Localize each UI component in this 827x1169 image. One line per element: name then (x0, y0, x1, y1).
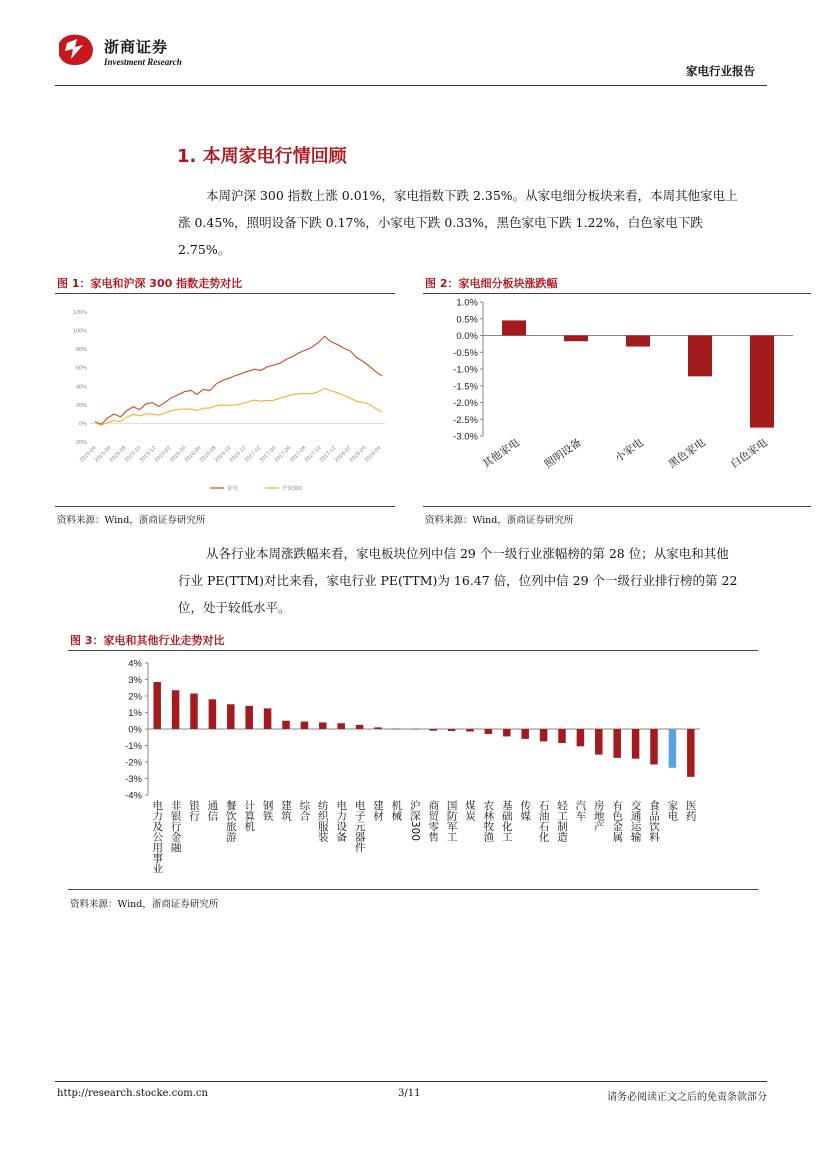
category-label: 照明设备 (542, 436, 584, 471)
x-tick-label: 2018-06 (363, 445, 383, 464)
y-tick-label: 0% (128, 724, 142, 736)
y-tick-label: -1% (125, 741, 142, 752)
figure-3-top-rule (68, 650, 758, 651)
figure-1-bottom-rule (55, 506, 395, 507)
category-label: 白色家电 (728, 436, 770, 471)
y-tick-label: -0.5% (453, 347, 478, 359)
x-tick-label: 2016-08 (198, 445, 218, 464)
y-tick-label: 0% (79, 421, 87, 428)
bar-小家电 (626, 336, 650, 347)
page-number: 3/11 (398, 1088, 421, 1099)
bar-商贸零售 (429, 729, 437, 731)
bar-餐饮旅游 (227, 704, 235, 729)
bar-食品饮料 (650, 729, 658, 764)
category-label: 通信 (206, 800, 219, 821)
x-tick-label: 2015-12 (138, 445, 158, 464)
y-tick-label: -3.0% (453, 431, 478, 443)
category-label: 纺织服装 (316, 800, 329, 842)
bar-家电 (669, 729, 677, 768)
category-label: 机械 (390, 800, 403, 821)
bar-国防军工 (448, 729, 456, 731)
category-label: 电子元器件 (353, 800, 366, 853)
category-label: 食品饮料 (648, 800, 660, 842)
y-tick-label: 120% (72, 310, 87, 316)
category-label: 综合 (298, 800, 311, 821)
category-label: 电力及公用事业 (151, 800, 164, 874)
y-tick-label: -4% (125, 790, 142, 802)
logo-icon (55, 33, 95, 67)
x-tick-label: 2016-04 (168, 445, 188, 464)
x-tick-label: 2015-04 (78, 445, 98, 464)
category-label: 黑色家电 (666, 436, 708, 471)
legend-label: 家电 (227, 486, 239, 492)
x-tick-label: 2017-04 (258, 445, 278, 464)
paragraph-1: 本周沪深 300 指数上涨 0.01%，家电指数下跌 2.35%。从家电细分板块来看，本周其他家电上涨 0.45%，照明设备下跌 0.17%，小家电下跌 0.33%，黑色家电下跌 1.22%，白色家电下跌 2.75%。 (178, 188, 738, 257)
y-tick-label: 80% (75, 347, 87, 354)
category-label: 轻工制造 (556, 800, 568, 842)
x-tick-label: 2017-06 (273, 445, 293, 464)
bar-石油石化 (540, 729, 548, 741)
category-label: 房地产 (592, 800, 605, 832)
figure-3-title: 图 3：家电和其他行业走势对比 (70, 634, 225, 647)
y-tick-label: -2.5% (453, 414, 478, 426)
category-label: 其他家电 (480, 436, 522, 471)
header-divider (55, 85, 767, 86)
legend-label: 沪深300 (282, 486, 303, 492)
x-tick-label: 2016-06 (183, 445, 203, 464)
bar-综合 (301, 722, 309, 729)
footer-divider (55, 1081, 767, 1082)
brand-name: 浙商证券 (104, 38, 169, 56)
x-tick-label: 2016-12 (228, 445, 248, 464)
figure-3-category-labels (68, 800, 758, 885)
x-tick-label: 2015-08 (108, 445, 128, 464)
bar-非银行金融 (172, 690, 180, 729)
y-tick-label: -2% (125, 757, 142, 769)
footer-url[interactable]: http://research.stocke.com.cn (57, 1088, 208, 1099)
y-tick-label: 2% (128, 691, 142, 703)
bar-黑色家电 (688, 336, 712, 377)
x-tick-label: 2015-10 (123, 445, 143, 464)
figure-3-bottom-rule (68, 889, 758, 890)
category-label: 国防军工 (445, 800, 458, 842)
bar-传媒 (521, 729, 529, 739)
category-label: 医药 (684, 800, 697, 821)
bar-银行 (190, 694, 198, 729)
y-tick-label: -2.0% (453, 398, 478, 409)
section-title: 1. 本周家电行情回顾 (177, 146, 347, 167)
bar-通信 (209, 699, 217, 729)
bar-房地产 (595, 729, 603, 755)
paragraph-2: 从各行业本周涨跌幅来看，家电板块位列中信 29 个一级行业涨幅榜的第 28 位；从家电和其他行业 PE(TTM)对比来看，家电行业 PE(TTM)为 16.47 倍，位列中信 29 个一级行业排行榜的第 22 位，处于较低水平。 (178, 546, 738, 615)
category-label: 建筑 (280, 800, 292, 821)
series-line-2 (95, 388, 382, 425)
x-tick-label: 2018-04 (348, 445, 368, 464)
bar-轻工制造 (558, 729, 566, 743)
x-tick-label: 2016-02 (153, 445, 173, 464)
category-label: 小家电 (613, 436, 646, 465)
bar-电力及公用事业 (153, 682, 161, 729)
category-label: 非银行金融 (169, 800, 182, 853)
bar-白色家电 (750, 336, 774, 428)
x-tick-label: 2017-12 (318, 445, 338, 464)
figure-3-chart (68, 652, 758, 802)
bar-计算机 (245, 706, 253, 729)
category-label: 钢铁 (261, 800, 274, 821)
category-label: 计算机 (243, 800, 256, 832)
bar-照明设备 (564, 336, 588, 342)
bar-钢铁 (264, 708, 272, 729)
x-tick-label: 2017-10 (303, 445, 323, 464)
category-label: 餐饮旅游 (224, 800, 237, 842)
figure-2-chart (423, 294, 811, 506)
y-tick-label: 0.5% (456, 314, 478, 326)
figure-2-bottom-rule (423, 506, 811, 507)
x-tick-label: 2016-10 (213, 445, 233, 464)
category-label: 有色金属 (611, 800, 624, 842)
category-label: 交通运输 (629, 800, 642, 842)
y-tick-label: 20% (75, 402, 87, 409)
figure-1-chart (55, 300, 395, 500)
bar-纺织服装 (319, 722, 327, 729)
bar-交通运输 (632, 729, 640, 759)
category-label: 建材 (372, 800, 384, 821)
y-tick-label: -20% (74, 440, 87, 446)
figure-1-title: 图 1：家电和沪深 300 指数走势对比 (57, 277, 243, 290)
bar-沪深300 (411, 729, 419, 730)
category-label: 汽车 (574, 800, 587, 821)
bar-基础化工 (503, 729, 511, 736)
category-label: 电力设备 (335, 800, 348, 842)
figure-1-top-rule (55, 293, 395, 294)
series-line-1 (95, 336, 382, 424)
category-label: 沪深300 (408, 800, 421, 842)
bar-建材 (374, 727, 382, 729)
x-tick-label: 2017-08 (288, 445, 308, 464)
y-tick-label: 3% (128, 675, 142, 686)
figure-2-title: 图 2：家电细分板块涨跌幅 (425, 277, 558, 290)
category-label: 银行 (188, 800, 200, 821)
y-tick-label: 60% (75, 365, 87, 372)
figure-3-source: 资料来源：Wind，浙商证券研究所 (70, 899, 219, 910)
bar-汽车 (577, 729, 585, 746)
y-tick-label: -1.5% (453, 381, 478, 393)
category-label: 传媒 (519, 800, 532, 821)
figure-2-source: 资料来源：Wind，浙商证券研究所 (425, 515, 574, 526)
y-tick-label: 40% (75, 384, 87, 391)
category-label: 基础化工 (500, 800, 513, 842)
brand-subtitle: Investment Research (104, 57, 182, 67)
x-tick-label: 2018-02 (333, 445, 353, 464)
figure-1-source: 资料来源：Wind，浙商证券研究所 (57, 515, 206, 526)
bar-其他家电 (502, 320, 526, 335)
bar-医药 (687, 729, 695, 777)
category-label: 煤炭 (464, 800, 476, 821)
bar-电力设备 (337, 723, 345, 729)
footer-disclaimer: 请务必阅读正文之后的免责条款部分 (607, 1092, 767, 1103)
x-tick-label: 2017-02 (243, 445, 263, 464)
y-tick-label: -1.0% (453, 364, 478, 376)
bar-煤炭 (466, 729, 474, 731)
bar-农林牧渔 (485, 729, 493, 734)
category-label: 商贸零售 (427, 800, 440, 842)
bar-建筑 (282, 721, 290, 729)
bar-机械 (393, 729, 401, 730)
category-label: 农林牧渔 (482, 800, 495, 842)
y-tick-label: 1.0% (456, 297, 478, 309)
x-tick-label: 2015-06 (93, 445, 113, 464)
category-label: 家电 (666, 800, 679, 821)
y-tick-label: 1% (128, 708, 142, 719)
bar-电子元器件 (356, 725, 364, 729)
y-tick-label: 100% (72, 328, 87, 335)
bar-有色金属 (613, 729, 621, 758)
category-label: 石油石化 (537, 800, 550, 842)
y-tick-label: 4% (128, 658, 142, 670)
report-type: 家电行业报告 (686, 64, 755, 78)
y-tick-label: 0.0% (456, 331, 478, 342)
y-tick-label: -3% (125, 774, 142, 785)
